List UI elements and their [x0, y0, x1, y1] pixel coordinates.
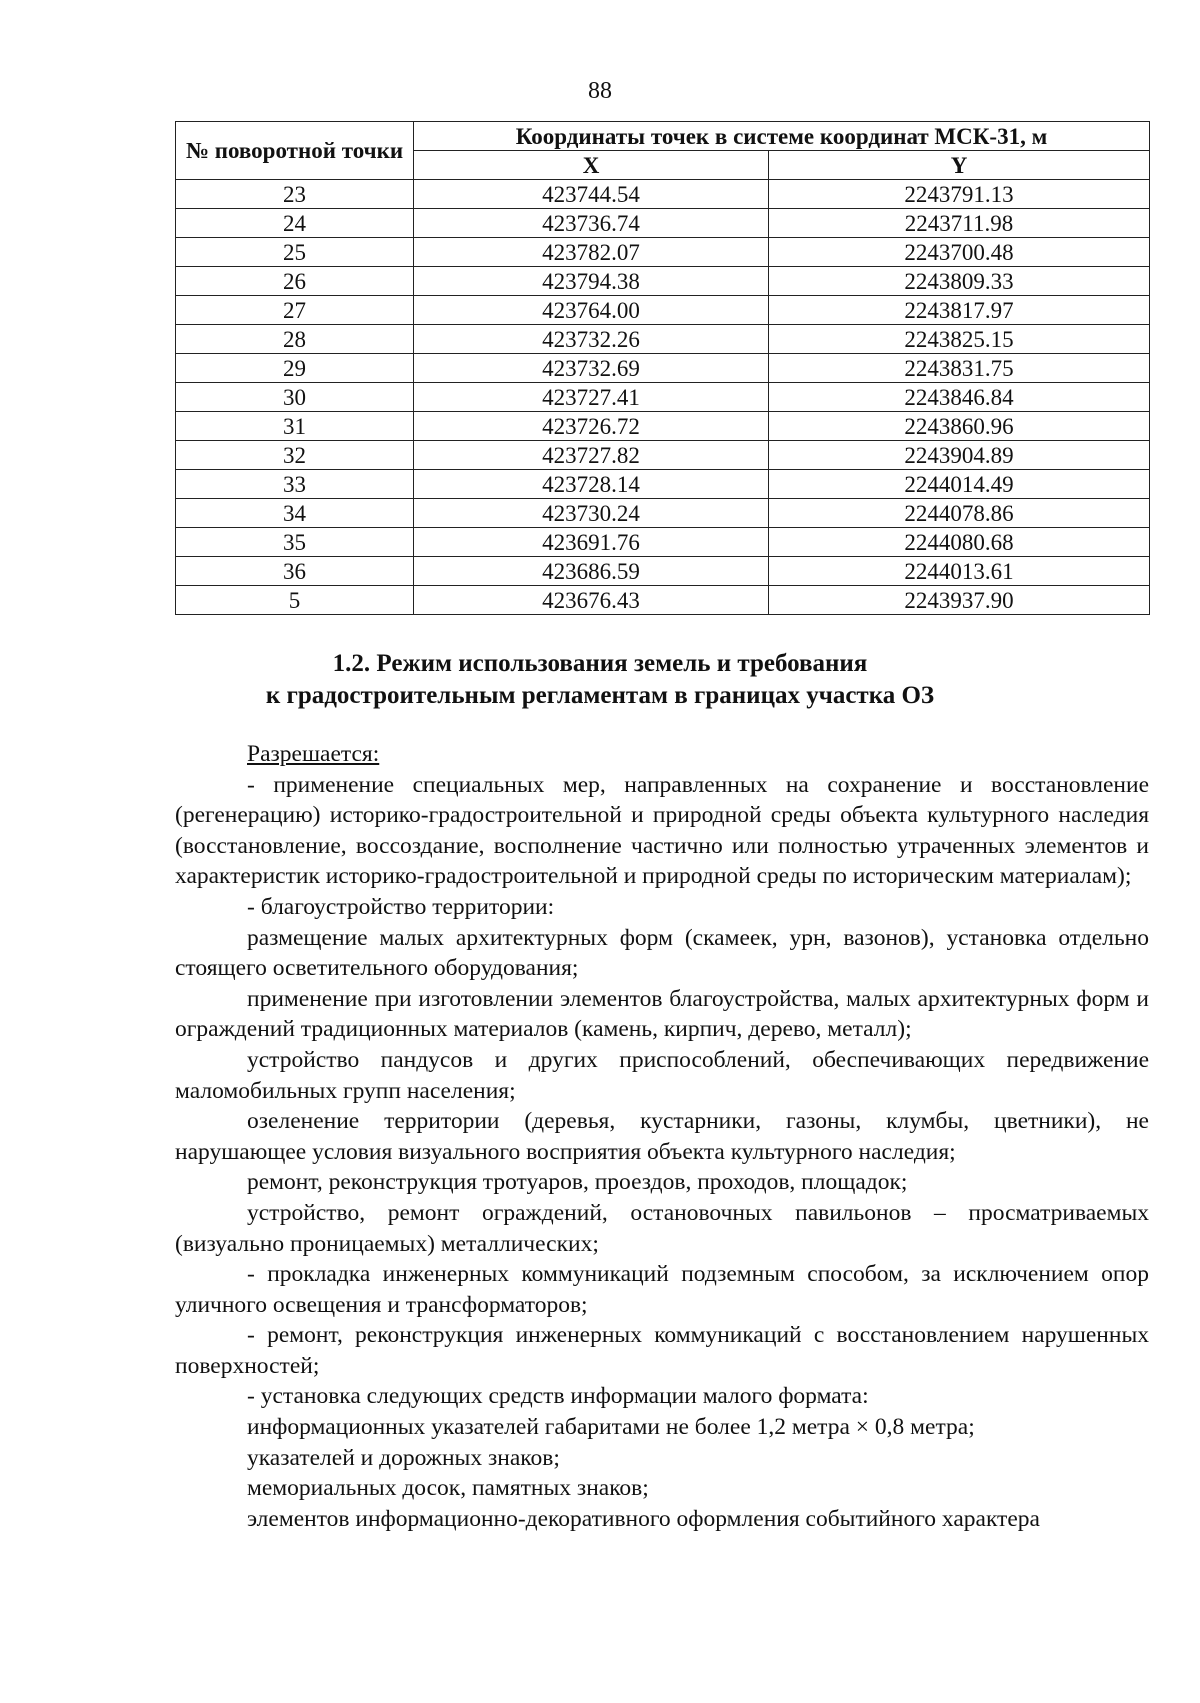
cell-x: 423732.26: [414, 325, 769, 354]
cell-x: 423732.69: [414, 354, 769, 383]
cell-y: 2243846.84: [769, 383, 1150, 412]
table-row: [176, 412, 1150, 441]
table-row: [176, 354, 1150, 383]
allowed-heading: Разрешается:: [247, 741, 380, 767]
paragraph: мемориальных досок, памятных знаков;: [247, 1475, 649, 1502]
cell-point: 34: [176, 499, 414, 528]
table-row: [176, 325, 1150, 354]
cell-y: 2244014.49: [769, 470, 1150, 499]
cell-point: 29: [176, 354, 414, 383]
cell-y: 2243831.75: [769, 354, 1150, 383]
table-row: [176, 209, 1150, 238]
cell-x: 423726.72: [414, 412, 769, 441]
paragraph: элементов информационно-декоративного оформления событийного характера: [247, 1505, 1040, 1532]
cell-y: 2243904.89: [769, 441, 1150, 470]
table-body: [176, 180, 1150, 615]
header-y: Y: [769, 151, 1150, 180]
cell-point: 25: [176, 238, 414, 267]
cell-x: 423744.54: [414, 180, 769, 209]
cell-y: 2243825.15: [769, 325, 1150, 354]
paragraph: размещение малых архитектурных форм (скамеек, урн, вазонов), установка отдельно стоящего осветительного оборудования;: [175, 924, 1149, 982]
cell-y: 2243711.98: [769, 209, 1150, 238]
cell-x: 423686.59: [414, 557, 769, 586]
paragraph: устройство пандусов и других приспособлений, обеспечивающих передвижение маломобильных групп населения;: [175, 1046, 1149, 1104]
body-text: [175, 739, 1149, 1534]
cell-y: 2244013.61: [769, 557, 1150, 586]
cell-point: 23: [176, 180, 414, 209]
cell-y: 2244080.68: [769, 528, 1150, 557]
header-coordinates: Координаты точек в системе координат МСК-31, м: [414, 122, 1150, 151]
table-row: [176, 557, 1150, 586]
page-number: 88: [588, 78, 612, 104]
section-title: [0, 648, 1200, 712]
coordinates-table: [175, 121, 1150, 615]
paragraph: - прокладка инженерных коммуникаций подземным способом, за исключением опор уличного освещения и трансформаторов;: [175, 1261, 1149, 1318]
header-x: X: [414, 151, 769, 180]
table-row: [176, 528, 1150, 557]
table-row: [176, 499, 1150, 528]
cell-point: 28: [176, 325, 414, 354]
cell-x: 423727.82: [414, 441, 769, 470]
cell-point: 32: [176, 441, 414, 470]
table-row: [176, 383, 1150, 412]
cell-point: 27: [176, 296, 414, 325]
cell-x: 423691.76: [414, 528, 769, 557]
paragraph: - благоустройство территории:: [247, 893, 555, 920]
cell-y: 2243791.13: [769, 180, 1150, 209]
header-point-number: № поворотной точки: [176, 122, 414, 180]
paragraph: ремонт, реконструкция тротуаров, проездов, проходов, площадок;: [247, 1169, 908, 1196]
paragraph: озеленение территории (деревья, кустарники, газоны, клумбы, цветники), не нарушающее условия визуального восприятия объекта культурного наследия;: [175, 1108, 1149, 1165]
cell-point: 33: [176, 470, 414, 499]
cell-point: 35: [176, 528, 414, 557]
paragraph: устройство, ремонт ограждений, остановочных павильонов – просматриваемых (визуально проницаемых) металлических;: [175, 1199, 1149, 1257]
paragraph: указателей и дорожных знаков;: [247, 1444, 560, 1471]
paragraph: информационных указателей габаритами не более 1,2 метра × 0,8 метра;: [247, 1414, 975, 1441]
cell-y: 2243809.33: [769, 267, 1150, 296]
table-row: [176, 586, 1150, 615]
cell-y: 2243937.90: [769, 586, 1150, 615]
cell-x: 423736.74: [414, 209, 769, 238]
table-row: [176, 180, 1150, 209]
cell-x: 423794.38: [414, 267, 769, 296]
cell-point: 31: [176, 412, 414, 441]
cell-point: 36: [176, 557, 414, 586]
table-row: [176, 238, 1150, 267]
table-row: [176, 267, 1150, 296]
table-row: [176, 296, 1150, 325]
section-title-line-1: 1.2. Режим использования земель и требования: [332, 650, 868, 677]
paragraph: применение при изготовлении элементов благоустройства, малых архитектурных форм и ограждений традиционных материалов (камень, кирпич, дерево, металл);: [175, 985, 1149, 1043]
cell-y: 2243860.96: [769, 412, 1150, 441]
cell-point: 26: [176, 267, 414, 296]
cell-x: 423676.43: [414, 586, 769, 615]
cell-x: 423782.07: [414, 238, 769, 267]
cell-x: 423728.14: [414, 470, 769, 499]
section-title-line-2: к градостроительным регламентам в границах участка ОЗ: [265, 682, 935, 709]
cell-point: 24: [176, 209, 414, 238]
cell-point: 30: [176, 383, 414, 412]
table-row: [176, 441, 1150, 470]
cell-x: 423764.00: [414, 296, 769, 325]
paragraph: - ремонт, реконструкция инженерных коммуникаций с восстановлением нарушенных поверхностей;: [175, 1322, 1149, 1379]
cell-y: 2243817.97: [769, 296, 1150, 325]
table-row: [176, 470, 1150, 499]
cell-x: 423730.24: [414, 499, 769, 528]
cell-y: 2244078.86: [769, 499, 1150, 528]
cell-y: 2243700.48: [769, 238, 1150, 267]
cell-point: 5: [176, 586, 414, 615]
paragraph: - применение специальных мер, направленных на сохранение и восстановление (регенерацию) историко-градостроительной и природной среды объекта культурного наследия (восстановление, воссоздание, восполнение частично или полностью утраченных элементов и характеристик историко-градостроительной и природной среды по историческим материалам);: [175, 771, 1149, 890]
paragraph: - установка следующих средств информации малого формата:: [247, 1383, 869, 1410]
cell-x: 423727.41: [414, 383, 769, 412]
